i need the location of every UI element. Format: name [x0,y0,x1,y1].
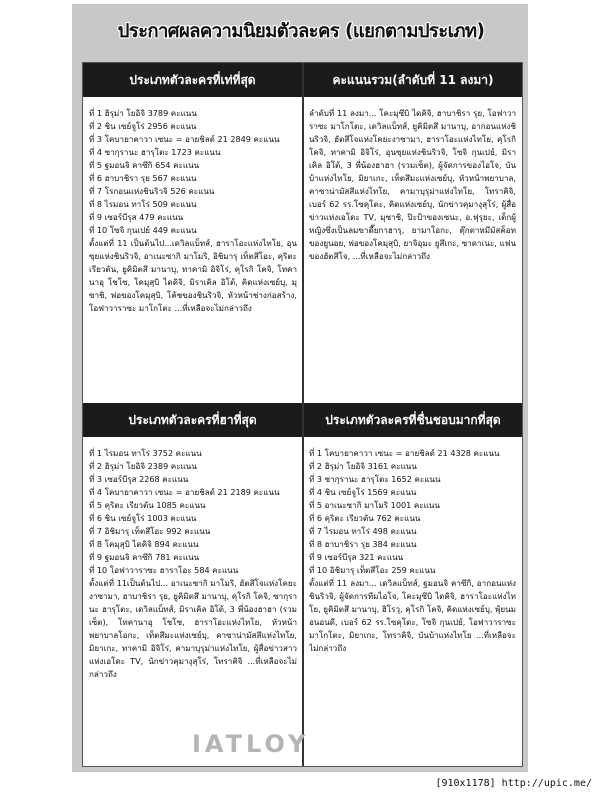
rank-row: ที่ 1 ไรมอน ทาโร่ 3752 คะแนน [89,448,202,458]
rank-row: ที่ 10 โอฟาวาราซะ ฮาราโอะ 584 คะแนน [89,565,239,575]
rank-row: ที่ 3 ซากุรานะ ฮารุโตะ 1652 คะแนน [309,474,441,484]
rank-row: ที่ 6 คุริตะ เรียวตัน 762 คะแนน [309,513,421,523]
rank-row: ที่ 9 เซอร์บีรุส 321 คะแนน [309,552,404,562]
honorable-mentions: ตั้งแต่ที่ 11 ลงมา... เดวิลแบ็ทส์, ฐมอนจิ คาซึกิ, อากอนแห่งชินริวจิ, ผู้จัดการทีมไอโจ, โคะมุซึบิ ไดคิจิ, ฮาราโอะแห่งไทโย, ยูคิมิตสึ มานาบุ, ฮิโรวุ, คุโรกิ โคจิ, คิดแห่งเซย์บุ, พุ้ยนมอนอนดี, เบอร์ 62 รร.โซคุโดะ, โซจิ กุนเปย์, โอฟาวาราซะ มาโกโตะ, มิยาเกะ, โทราคิจิ, บันบ้าแห่งไทโย ...ที่เหลือจะไม่กล่าวถึง [309,578,516,653]
rank-row: ที่ 10 โซจิ กุนเปย์ 449 คะแนน [89,225,197,235]
rank-row: ที่ 1 ฮิรุม่า โยอิจิ 3789 คะแนน [89,108,197,118]
admired-header: ประเภทตัวละครที่ชื่นชอบมากที่สุด [304,403,522,437]
rank-row: ที่ 5 อาเนะซากิ มาโมริ 1001 คะแนน [309,500,440,510]
funny-section [89,447,297,757]
rank-row: ที่ 5 คุริตะ เรียวตัน 1085 คะแนน [89,500,206,510]
rank-row: ที่ 7 ไรมอน ทาโร่ 498 คะแนน [309,526,417,536]
handsome-section [89,107,297,405]
rank-row: ที่ 10 อิชิมารุ เท็ตสึโอะ 259 คะแนน [309,565,436,575]
magazine-page [72,4,528,772]
rank-row: ที่ 2 ชิน เซย์จูโร่ 2956 คะแนน [89,121,197,131]
rank-row: ที่ 8 โคมุสุบิ ไดคิจิ 894 คะแนน [89,539,199,549]
rank-row: ที่ 8 ฮาบาชิรา รุย 384 คะแนน [309,539,417,549]
honorable-mentions: ตั้งแต่ที่ 11เป็นต้นไป... อาเนะซากิ มาโมริ, ฮัตสึโจแห่งโคยะงาซามา, ฮาบาชิรา รุย, ยูคิมิตสึ มานาบุ, คุโรกิ โคจิ, ซากุรานะ ฮารุโตะ, เดวิลแบ็ทส์, มิราเคิล อิโต้, 3 พี่น้องฮาฮา (รวมเซ็ต), โทคานาอุ โชโซ, ฮาราโอะแห่งไทโย, หัวหน้าพยาบาลโอกะ, เท็ตสึมะแห่งเซย์บุ, คาซาน่ามัสสึแห่งไทโย, มิยาเกะ, ทาคามิ อิจิโร่, คามาบุรุม่าแห่งไทโย, ผู้สื่อข่าวสาวแห่งเอโดะ TV, นักข่าวคุมางุสุโร่, โทราคิจิ ...ที่เหลือจะไม่กล่าวถึง [89,578,297,679]
rank-row: ที่ 4 โคบายาคาวา เซนะ = อายชิลด์ 21 2189 คะแนน [89,487,280,497]
page-title: ประกาศผลความนิยมตัวละคร (แยกตามประเภท) [117,21,485,42]
image-host-credit: [910x1178] http://upic.me/ [435,778,592,789]
rank-row: ที่ 4 ชิน เซย์จูโร่ 1569 คะแนน [309,487,417,497]
magazine-watermark: IATLOY [192,730,310,758]
results-grid [82,62,523,767]
rank-row: ที่ 9 เซอร์บีรุส 479 คะแนน [89,212,184,222]
rank-row: ที่ 6 ฮาบาชิรา รุย 567 คะแนน [89,173,197,183]
funny-header: ประเภทตัวละครที่ฮาที่สุด [83,403,302,437]
rank-row: ที่ 5 ฐมอนจิ คาซึกิ 654 คะแนน [89,160,200,170]
rank-row: ที่ 4 ซากุรานะ ฮารุโตะ 1723 คะแนน [89,147,221,157]
overall-ranking-text: ลำดับที่ 11 ลงมา... โคะมุซึบิ ไดคิจิ, ฮาบาชิรา รุย, โอฟาวาราซะ มาโกโตะ, เดวิลแบ็ทส์, ยูคิมิตสึ มานาบุ, อากอนแห่งชินริวจิ, ฮัตสึโจแห่งโคยะงาซามา, ฮาราโอะแห่งไทโย, คุโรกิ โคจิ, ทาคามิ อิจิโร่, อุนซุยแห่งชินริวจิ, โซจิ กุนเปย์, มิราเคิล อิโต้, 3 พี่น้องฮาฮา (รวมเซ็ต), ผู้จัดการของไอโจ, บันบ้าแห่งไทโย, มิยาเกะ, เท็ตสึมะแห่งเซย์บุ, หัวหน้าพยาบาล, คาซาน่ามัสสึแห่งไทโย, คามาบุรุม่าแห่งไทโย, โทราคิจิ, เบอร์ 62 รร.โซคุโดะ, คิดแห่งเซย์บุ, นักข่าวคุมางุสุโร่, ผู้สื่อข่าวแห่งเอโดะ TV, มุซาชิ, ปิะป้าของเซนะ, อ.ฟุรุยะ, เด็กผู้หญิงซึ่งเป็นลมขาดี๊ยกาฮารุ, ยามาโอกะ, ตุ๊กตาหมีมัสค็อทของยูนอย, พ่อของโคมุสุบิ, ยาจิอุมะ ยูสึเกะ, ซาดาเนะ, แฟนของฮัตสึโจ, ...ที่เหลือจะไม่กล่าวถึง [309,108,516,261]
rank-row: ที่ 2 ฮิรุม่า โยอิจิ 2389 คะแนน [89,461,197,471]
admired-section [309,447,516,757]
rank-row: ที่ 8 ไรมอน ทาโร่ 509 คะแนน [89,199,197,209]
rank-row: ที่ 7 โรกอนแห่งชินริวจิ 526 คะแนน [89,186,215,196]
overall-header: คะแนนรวม(ลำดับที่ 11 ลงมา) [304,63,522,97]
rank-row: ที่ 2 ฮิรุม่า โยอิจิ 3161 คะแนน [309,461,417,471]
rank-row: ที่ 6 ชิน เซย์จูโร่ 1003 คะแนน [89,513,197,523]
honorable-mentions: ตั้งแต่ที่ 11 เป็นต้นไป...เดวิลแบ็ทส์, ฮาราโอะแห่งไทโย, อุนซุยแห่งชินริวจิ, อาเนะซากิ มาโมริ, อิชิมารุ เท็ตสึโอะ, คุริตะ เรียวตัน, ยูคิมิตสึ มานาบุ, ทาคามิ อิจิโร่, คุโรกิ โคจิ, โทคานาอุ โชโซ, โคมุสุบิ ไดคิจิ, มิราเคิล อิโต้, คิดแห่งเซย์บุ, มุซาชิ, พ่อของโคมุสุบิ, โค้ชของชินริวจิ, หัวหน้าช่างก่อสร้าง, โอฟาวาราซะ มาโกโตะ ...ที่เหลือจะไม่กล่าวถึง [89,238,297,313]
rank-row: ที่ 7 อิชิมารุ เท็ตสึโอะ 992 คะแนน [89,526,211,536]
overall-section [309,107,516,405]
rank-row: ที่ 3 โคบายาคาวา เซนะ = อายชิลด์ 21 2849 คะแนน [89,134,280,144]
rank-row: ที่ 1 โคบายาคาวา เซนะ = อายชิลด์ 21 4328 คะแนน [309,448,500,458]
rank-row: ที่ 3 เซอร์บีรุส 2268 คะแนน [89,474,189,484]
handsome-header: ประเภทตัวละครที่เท่ที่สุด [83,63,302,97]
rank-row: ที่ 9 ฐมอนจิ คาซึกิ 781 คะแนน [89,552,200,562]
